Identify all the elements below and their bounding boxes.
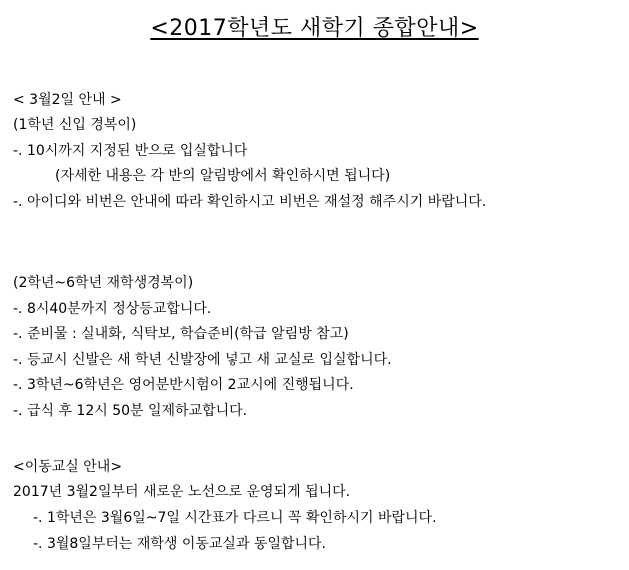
notice-item: -. 3월8일부터는 재학생 이동교실과 동일합니다.: [33, 536, 326, 552]
notice-item-note: (자세한 내용은 각 반의 알림방에서 확인하시면 됩니다): [55, 168, 391, 184]
notice-item: -. 1학년은 3월6일~7일 시간표가 다르니 꼭 확인하시기 바랍니다.: [33, 510, 437, 526]
notice-item: -. 8시40분까지 정상등교합니다.: [13, 301, 212, 317]
notice-item: -. 준비물 : 실내화, 식탁보, 학습준비(학급 알림방 참고): [13, 326, 349, 342]
page-title: <2017학년도 새학기 종합안내>: [150, 16, 479, 41]
returning-subheading: (2학년~6학년 재학생경복이): [13, 275, 194, 291]
notice-item: -. 등교시 신발은 새 학년 신발장에 넣고 새 교실로 입실합니다.: [13, 352, 392, 368]
notice-item: -. 아이디와 비번은 안내에 따라 확인하시고 비번은 재설정 해주시기 바랍니다.: [13, 194, 487, 210]
march2-heading: < 3월2일 안내 >: [13, 92, 122, 108]
moving-class-intro: 2017년 3월2일부터 새로운 노선으로 운영되게 됩니다.: [13, 484, 351, 500]
notice-item: -. 3학년~6학년은 영어분반시험이 2교시에 진행됩니다.: [13, 377, 354, 393]
freshmen-subheading: (1학년 신입 경복이): [13, 117, 137, 133]
notice-item: -. 10시까지 지정된 반으로 입실합니다: [13, 143, 248, 159]
moving-class-heading: <이동교실 안내>: [13, 459, 123, 475]
notice-item: -. 급식 후 12시 50분 일제하교합니다.: [13, 403, 248, 419]
